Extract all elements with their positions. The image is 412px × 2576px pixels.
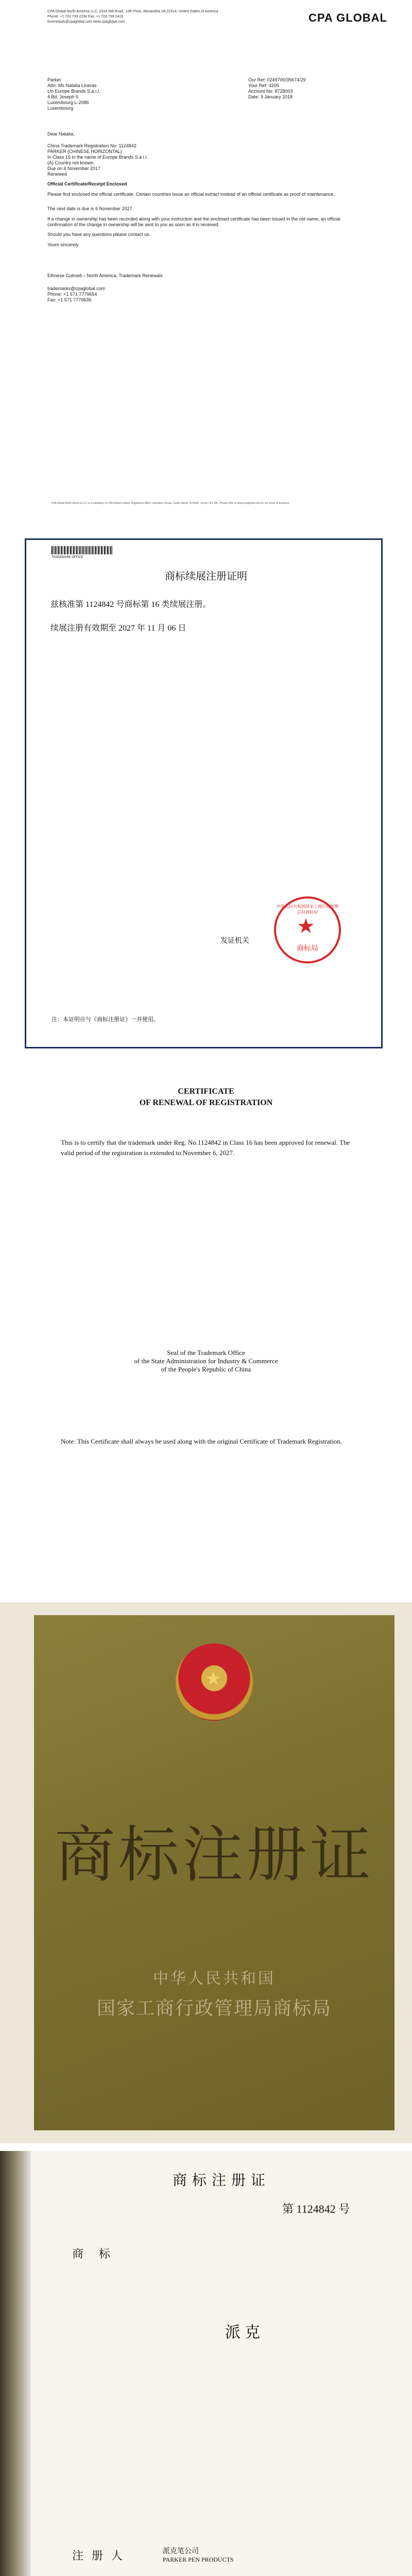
renewal-en-page [0, 1066, 412, 1582]
reg-prefix: 第 [282, 2202, 294, 2215]
registrant-cn: 派克笔公司 [163, 2548, 199, 2555]
account-no: Account No: 8728003 [248, 89, 293, 94]
seal-arc-text: 中华人民共和国国家工商行政管理总局商标局 [277, 904, 338, 914]
contact-email[interactable]: trademarks@cpaglobal.com [47, 286, 106, 291]
registration-page [0, 2151, 412, 2576]
certificate-cover-page [0, 1602, 412, 2143]
star-icon: ★ [205, 1668, 222, 1689]
letter-date: Date: 9 January 2018 [248, 94, 293, 99]
address-line: Luxembourg [47, 106, 74, 111]
trademark-office-seal [274, 896, 341, 963]
recipient-address [47, 77, 100, 111]
address-line: 4 Bd. Joseph II [47, 94, 79, 99]
certificate-note: Note: This Certificate shall always be used along with the original Certificate of Trademark Registration. [61, 1437, 342, 1445]
matter-block [47, 143, 356, 177]
mark-label: 商标 [72, 2247, 126, 2260]
certificate-title: CERTIFICATE [178, 1087, 234, 1096]
renewal-cn-page [0, 520, 412, 1066]
paragraph-1: Please find enclosed the official certificate. Certain countries issue an official extract instead of an official certificate as proof of maintenance. [47, 192, 335, 197]
paragraph-3: If a change in ownership has been recorded along with your instruction and the enclosed certificate has been issued in the old name, an official confirmation of the change in ownership will be sent to you as soon as it is received. [47, 216, 340, 227]
reference-block [248, 77, 306, 100]
contact-block [47, 286, 356, 303]
matter-line: Renewed [47, 172, 67, 177]
contact-phone: Phone: +1 571 7779654 [47, 292, 97, 297]
reg-suffix: 号 [338, 2202, 350, 2215]
registration-number [282, 2200, 350, 2216]
cover-edge [0, 2151, 31, 2576]
address-line: c/o Europe Brands S.à r.l. [47, 89, 100, 94]
matter-line: China Trademark Registration No: 1124842 [47, 143, 136, 148]
certificate-body: This is to certify that the trademark under Reg. No.1124842 in Class 16 has been approved for renewal. The valid period of the registration is extended to November 6, 2027. [61, 1139, 350, 1157]
header-address: CPA Global North America LLC, 2318 Mill Road, 12th Floor, Alexandria VA 22314, United States of America [47, 10, 218, 13]
footer-fine-print: CPA Global North America LLC is a subsidiary of CPA Global Limited. Registered office: Liberation House, Castle Street, St Helier, Jersey JE1 1BL. Please refer to www.cpaglobal.com for our terms of business. [52, 502, 290, 505]
header-email: livrenewals@cpaglobal.com www.cpaglobal.com [47, 20, 125, 24]
matter-line: (A) Country not known [47, 160, 94, 165]
address-line: Luxembourg L-2086 [47, 100, 89, 105]
certificate-subtitle: OF RENEWAL OF REGISTRATION [139, 1098, 273, 1107]
letter-subject: Official Certificate/Receipt Enclosed [47, 181, 127, 187]
salutation: Dear Natalia, [47, 131, 75, 137]
seal-line-1: Seal of the Trademark Office [167, 1349, 245, 1357]
signatory: Ethnese Gutmell – North America, Trademark Renewals [47, 273, 163, 278]
your-ref: Your Ref: 4205 [248, 83, 279, 88]
registration-sheet [31, 2151, 412, 2576]
paragraph-4: Should you have any questions please contact us. [47, 232, 151, 237]
renewal-approval-line: 兹核准第 1124842 号商标第 16 类续展注册。 [50, 600, 211, 609]
renewal-note-cn: 注：本证明应与《商标注册证》一并使用。 [52, 1016, 159, 1023]
cover-title: 商标注册证 [54, 1819, 374, 1890]
header-phone: Phone: +1 703 739 2234 Fax: +1 703 739 2419 [47, 15, 124, 19]
national-emblem-icon [176, 1643, 253, 1721]
logo-caption: TRADEMARK OFFICE [52, 556, 83, 559]
matter-line: In Class 16 in the name of Europe Brands S.à r.l. [47, 155, 148, 160]
address-line: Attn: Ms Natalia Lineras [47, 83, 97, 88]
star-icon: ★ [297, 915, 315, 938]
seal-line-2: of the State Administration for Industry & Commerce [134, 1357, 278, 1365]
trademark-office-logo [52, 546, 113, 554]
address-line: Parker [47, 77, 61, 82]
cover-country: 中华人民共和国 [153, 1970, 276, 1987]
cpa-global-logo: CPA GLOBAL [308, 11, 387, 24]
registration-title: 商标注册证 [172, 2173, 270, 2189]
certificate-frame [25, 538, 383, 1048]
renewal-title-cn: 商标续展注册证明 [165, 571, 247, 582]
trademark-text: 派克 [225, 2324, 264, 2341]
renewal-validity-line: 续展注册有效期至 2027 年 11 月 06 日 [50, 624, 186, 633]
issuing-authority: 发证机关 [220, 937, 249, 945]
registrant-en: PARKER PEN PRODUCTS [163, 2556, 234, 2563]
our-ref: Our Ref: 0249700/35674/29 [248, 77, 306, 82]
reg-number-value: 1124842 [296, 2202, 336, 2215]
registrant-label: 注册人 [72, 2549, 131, 2562]
matter-line: PARKER (CHINESE HORIZONTAL) [47, 149, 122, 154]
cover-board [34, 1615, 394, 2130]
contact-fax: Fax: +1 571 7779636 [47, 297, 92, 302]
seal-text: 商标局 [297, 945, 318, 953]
matter-line: Due on 6 November 2017 [47, 166, 101, 171]
closing: Yours sincerely [47, 242, 79, 247]
seal-line-3: of the People's Republic of China [161, 1365, 251, 1373]
cover-authority: 国家工商行政管理局商标局 [96, 1997, 332, 2019]
cover-letter-page [0, 0, 412, 515]
paragraph-2: The next date is due is 6 November 2027. [47, 206, 134, 211]
